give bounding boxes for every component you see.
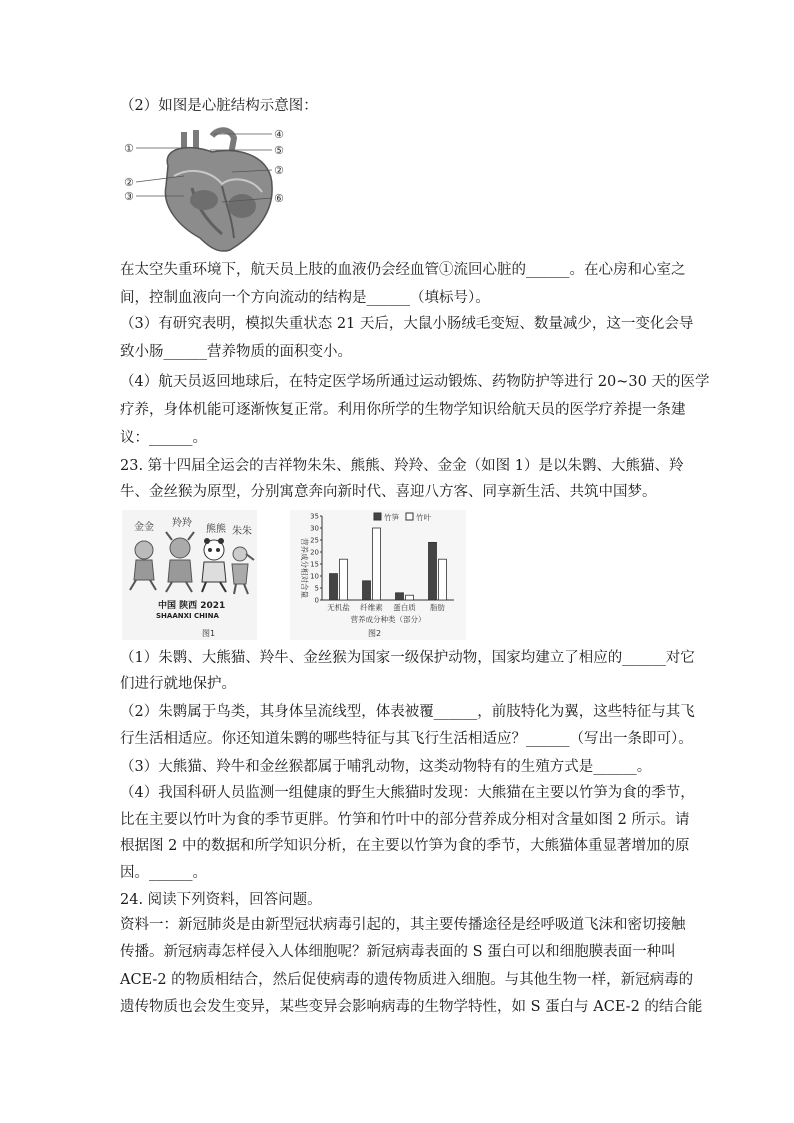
figure-1-mascots [122,510,257,640]
q22-part2-line1: 在太空失重环境下，航天员上肢的血液仍会经血管①流回心脏的______。在心房和心室之 [120,262,686,278]
heart-diagram [122,126,294,252]
q23-part3-line1: （3）大熊猫、羚牛和金丝猴都属于哺乳动物，这类动物特有的生殖方式是______。 [120,759,652,775]
chart-bar [429,542,437,600]
heart-label: ③ [124,190,134,203]
chart-ytick-label: 15 [310,560,319,569]
heart-label: ② [274,164,284,177]
q24-intro: 24. 阅读下列资料，回答问题。 [120,892,322,908]
q22-part3-line2: 致小肠______营养物质的面积变小。 [120,344,352,360]
legend-label: 竹叶 [416,513,431,522]
mascot-name: 熊熊 [206,524,226,535]
chart-ytick-label: 25 [310,536,319,545]
legend-swatch [374,513,381,520]
chart-bar [340,559,348,600]
chart-bar [373,528,381,600]
heart-label: ⑥ [274,192,284,205]
chart-xtick-label: 蛋白质 [393,603,416,612]
chart-ytick-label: 30 [310,524,319,533]
q22-part4-line1: （4）航天员返回地球后，在特定医学场所通过运动锻炼、药物防护等进行 20~30 天的医学 [120,374,710,390]
chart-xtick-label: 纤维素 [360,603,383,612]
chart-bar [406,595,414,600]
legend-label: 竹笋 [384,513,399,522]
figure-2-caption: 图2 [368,629,382,638]
q22-part4-line3: 议：______。 [120,430,207,446]
chart-xtick-label: 无机盐 [327,603,350,612]
chart-ytick-label: 0 [314,596,319,605]
figure-1-caption: 图1 [202,629,216,638]
q22-part2-intro: （2）如图是心脏结构示意图： [120,98,318,114]
q24-material1-line4: 遗传物质也会发生变异，某些变异会影响病毒的生物学特性，如 S 蛋白与 ACE-2 的结合能 [120,999,703,1015]
chart-ytick-label: 20 [310,548,319,557]
chart-bar [439,559,447,600]
mascot-name: 朱朱 [232,526,252,537]
chart-ytick-label: 10 [310,572,319,581]
q23-part2-line2: 行生活相适应。你还知道朱鹮的哪些特征与其飞行生活相适应？______（写出一条即可）。 [120,731,693,747]
q23-part1-line1: （1）朱鹮、大熊猫、羚牛、金丝猴为国家一级保护动物，国家均建立了相应的______对它 [120,650,695,666]
q22-part4-line2: 疗养，身体机能可逐渐恢复正常。利用你所学的生物学知识给航天员的医学疗养提一条建 [120,402,686,418]
q23-intro-line2: 牛、金丝猴为原型，分别寓意奔向新时代、喜迎八方客、同享新生活、共筑中国梦。 [120,484,657,500]
heart-label: ⑤ [274,144,284,157]
q23-part2-line1: （2）朱鹮属于鸟类，其身体呈流线型，体表被覆______，前肢特化为翼，这些特征与其飞 [120,704,695,720]
chart-ylabel: 营养成分相对含量 [300,538,309,598]
figure-2-chart [290,510,466,640]
chart-ytick-label: 35 [310,512,319,521]
q24-material1-line3: ACE-2 的物质相结合，然后促使病毒的遗传物质进入细胞。与其他生物一样，新冠病毒的 [120,972,694,988]
legend-swatch [406,513,413,520]
heart-label: ② [124,176,134,189]
q22-part2-line2: 间，控制血液向一个方向流动的结构是______（填标号）。 [120,290,490,306]
chart-bar [396,593,404,600]
logo-en: SHAANXI CHINA [156,612,219,620]
q23-part1-line2: 们进行就地保护。 [120,676,236,692]
chart-xtick-label: 脂肪 [430,603,445,612]
q23-part4-line3: 根据图 2 中的数据和所学知识分析，在主要以竹笋为食的季节，大熊猫体重显著增加的原 [120,838,690,854]
q22-part3-line1: （3）有研究表明，模拟失重状态 21 天后，大鼠小肠绒毛变短、数量减少，这一变化会导 [120,316,694,332]
chart-bar [330,574,338,600]
q23-part4-line4: 因。______。 [120,865,207,881]
mascot-name: 羚羚 [172,518,192,529]
logo-cn: 中国 陕西 2021 [158,601,226,611]
q23-part4-line1: （4）我国科研人员监测一组健康的野生大熊猫时发现：大熊猫在主要以竹笋为食的季节， [120,785,695,801]
heart-label: ④ [274,128,284,141]
q23-part4-line2: 比在主要以竹叶为食的季节更胖。竹笋和竹叶中的部分营养成分相对含量如图 2 所示。请 [120,812,690,828]
chart-ytick-label: 5 [314,584,319,593]
q24-material1-line1: 资料一：新冠肺炎是由新型冠状病毒引起的，其主要传播途径是经呼吸道飞沫和密切接触 [120,917,686,933]
heart-label: ① [124,142,134,155]
mascot-name: 金金 [134,522,154,533]
q23-intro-line1: 23. 第十四届全运会的吉祥物朱朱、熊熊、羚羚、金金（如图 1）是以朱鹮、大熊猫、羚 [120,458,684,474]
chart-bar [363,581,371,600]
q24-material1-line2: 传播。新冠病毒怎样侵入人体细胞呢？新冠病毒表面的 S 蛋白可以和细胞膜表面一种叫 [120,944,676,960]
chart-xlabel: 营养成分种类（部分） [350,615,426,624]
